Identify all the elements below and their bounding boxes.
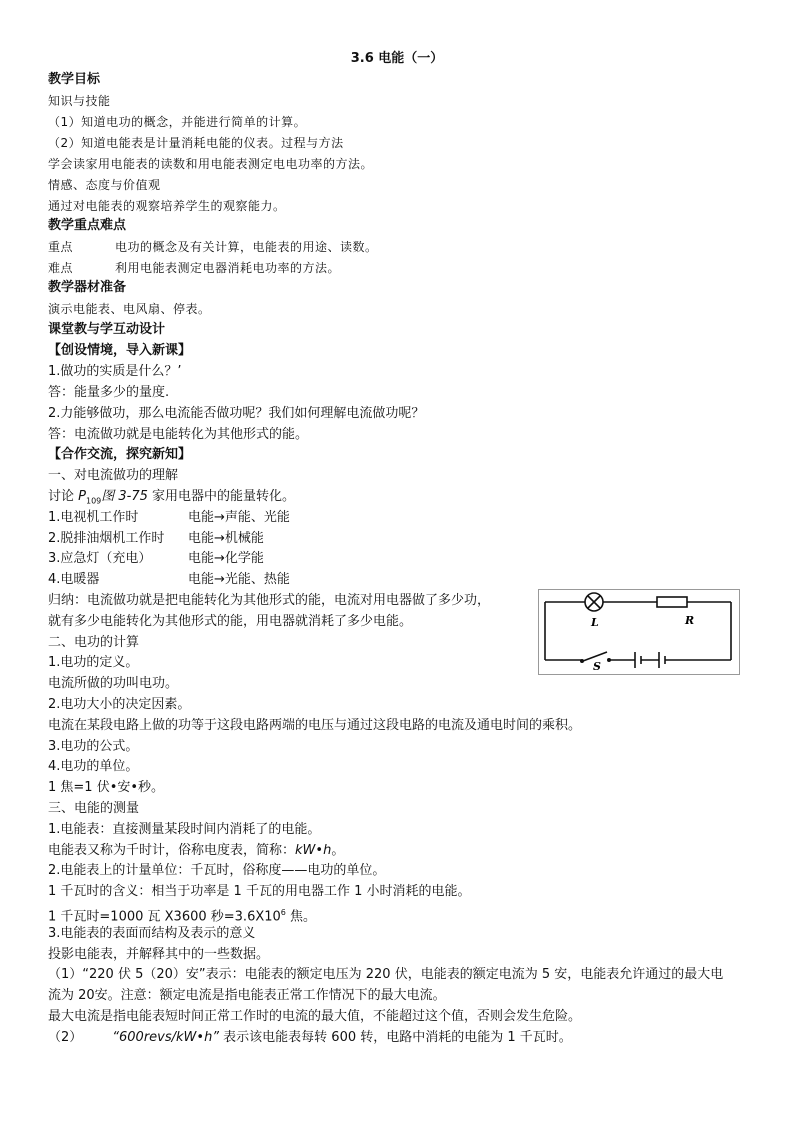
revs-index: （2） [48,1030,83,1045]
lamp-label: L [591,616,599,629]
subheading-emotion: 情感、态度与价值观 [48,178,161,192]
factors-text: 电流在某段电路上做的功等于这段电路两端的电压与通过这段电路的电流及通电时间的乘积。 [48,718,582,733]
heading-goal: 教学目标 [48,72,101,87]
goal-1: （1）知道电功的概念，并能进行简单的计算。 [48,115,307,129]
device-name: 3.应急灯（充电） [48,551,152,566]
heading-equipment: 教学器材准备 [48,280,127,295]
kwh-meaning: 1 千瓦时的含义：相当于功率是 1 千瓦的用电器工作 1 小时消耗的电能。 [48,884,471,899]
unit-heading: 4.电功的单位。 [48,759,139,774]
heading-key-points: 教学重点难点 [48,218,127,233]
conversion-row [48,571,290,589]
answer-2: 答：电流做功就是电能转化为其他形式的能。 [48,427,309,442]
meter-alias [48,842,344,860]
section-cooperation: 【合作交流，探究新知】 [48,447,192,462]
key-label: 重点 [48,240,74,254]
meter-unit-heading: 2.电能表上的计量单位：千瓦时，俗称度——电功的单位。 [48,863,386,878]
key-point-row [48,238,378,256]
meter-alias-text: 电能表又称为千时计，俗称电度表，简称： [48,843,296,858]
max-current-text: 最大电流是指电能表短时间正常工作时的电流的最大值，不能超过这个值，否则会发生危险。 [48,1009,582,1024]
definition-text: 电流所做的功叫电功。 [48,676,179,691]
meter-heading: 1.电能表：直接测量某段时间内消耗了的电能。 [48,822,321,837]
discussion-suffix: 家用电器中的能量转化。 [147,489,296,504]
part-2-heading: 二、电功的计算 [48,635,140,650]
rating-explain-1: （1）“220 伏 5（20）安”表示：电能表的额定电压为 220 伏，电能表的额定电流为 5 安，电能表允许通过的最大电 [48,967,724,982]
page-number: 109 [85,496,102,506]
difficulty-label: 难点 [48,261,74,275]
definition-heading: 1.电功的定义。 [48,655,139,670]
goal-4: 通过对电能表的观察培养学生的观察能力。 [48,199,286,213]
summary-line-2: 就有多少电能转化为其他形式的能，用电器就消耗了多少电能。 [48,614,413,629]
part-3-heading: 三、电能的测量 [48,801,140,816]
factors-heading: 2.电功大小的决定因素。 [48,697,191,712]
circuit-svg [539,590,739,674]
answer-1: 答：能量多少的量度. [48,385,170,400]
energy-conversion: 电能→声能、光能 [188,510,290,525]
resistor-icon [657,597,687,607]
discussion-prefix: 讨论 [48,489,79,504]
summary-line-1: 归纳：电流做功就是把电能转化为其他形式的能，电流对用电器做了多少功， [48,593,491,608]
goal-2: （2）知道电能表是计量消耗电能的仪表。过程与方法 [48,136,344,150]
meter-alias-end: 。 [331,843,345,858]
meter-unit: kW•h [295,843,332,858]
figure-ref: 图 3-75 [101,489,148,504]
energy-conversion: 电能→光能、热能 [188,572,290,587]
difficulty-row [48,259,340,277]
heading-design: 课堂教与学互动设计 [48,322,166,337]
key-text: 电功的概念及有关计算，电能表的用途、读数。 [115,240,378,254]
question-1: 1.做功的实质是什么？’ [48,364,182,379]
goal-3: 学会读家用电能表的读数和用电能表测定电电功率的方法。 [48,157,374,171]
device-name: 2.脱排油烟机工作时 [48,531,165,546]
revs-explain [48,1029,572,1047]
subheading-knowledge: 知识与技能 [48,94,111,108]
device-name: 1.电视机工作时 [48,510,139,525]
exponent: 6 [280,908,286,917]
revs-text: 表示该电能表每转 600 转，电路中消耗的电能为 1 千瓦时。 [219,1030,572,1045]
doc-title: 3.6 电能（一） [350,51,444,66]
kwh-conversion-text: 1 千瓦时=1000 瓦 X3600 秒=3.6X10 [48,909,281,925]
kwh-conversion [48,904,316,926]
switch-label: S [593,660,601,673]
conversion-row [48,550,264,568]
question-2: 2.力能够做功，那么电流能否做功呢？我们如何理解电流做功呢？ [48,406,425,421]
formula-heading: 3.电功的公式。 [48,739,139,754]
page-ref: P [78,489,86,504]
discussion-line [48,488,295,511]
energy-conversion: 电能→化学能 [188,551,264,566]
section-intro: 【创设情境，导入新课】 [48,343,192,358]
rating-explain-2: 流为 20安。注意：额定电流是指电能表正常工作情况下的最大电流。 [48,988,446,1003]
circuit-diagram [538,589,740,675]
projection-text: 投影电能表，并解释其中的一些数据。 [48,947,270,962]
conversion-row [48,530,264,548]
unit-text: 1 焦=1 伏•安•秒。 [48,780,165,795]
conversion-row [48,509,290,527]
energy-conversion: 电能→机械能 [188,531,264,546]
difficulty-text: 利用电能表测定电器消耗电功率的方法。 [115,261,341,275]
equipment-list: 演示电能表、电风扇、停表。 [48,302,211,316]
revs-rating: “600revs/kW•h” [112,1030,220,1045]
kwh-conversion-end: 焦。 [285,909,317,925]
resistor-label: R [685,614,695,627]
meter-surface-heading: 3.电能表的表面而结构及表示的意义 [48,926,256,941]
part-1-heading: 一、对电流做功的理解 [48,468,179,483]
device-name: 4.电暖器 [48,572,100,587]
